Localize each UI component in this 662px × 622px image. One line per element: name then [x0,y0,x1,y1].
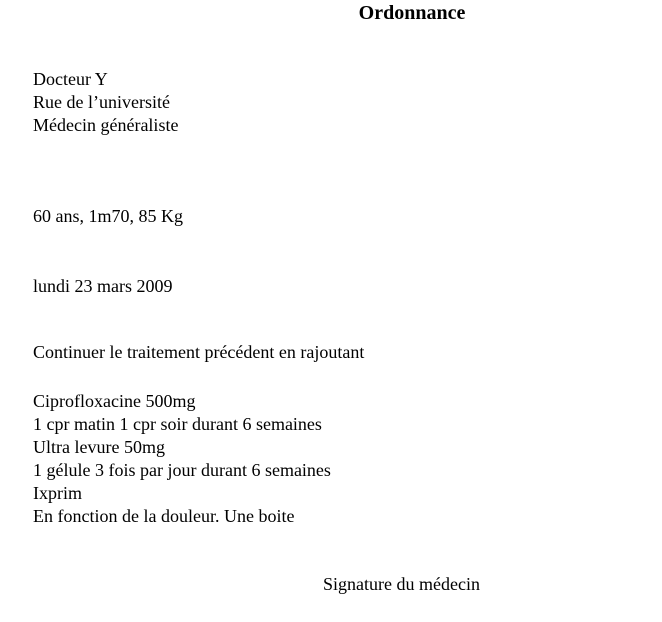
medication-dosage: 1 gélule 3 fois par jour durant 6 semaines [33,460,331,480]
medication-name: Ultra levure 50mg [33,437,165,457]
doctor-info-block [33,68,178,137]
patient-info: 60 ans, 1m70, 85 Kg [33,206,183,226]
prescription-list [33,390,331,528]
signature-label: Signature du médecin [323,574,480,594]
medication-name: Ciprofloxacine 500mg [33,391,196,411]
medication-dosage: 1 cpr matin 1 cpr soir durant 6 semaines [33,414,322,434]
prescription-item [33,482,331,528]
prescription-date: lundi 23 mars 2009 [33,276,173,296]
document-title: Ordonnance [358,2,466,24]
treatment-instruction: Continuer le traitement précédent en rajoutant [33,342,365,362]
prescription-item [33,436,331,482]
doctor-specialty: Médecin généraliste [33,115,179,135]
medication-dosage: En fonction de la douleur. Une boite [33,506,295,526]
doctor-name: Docteur Y [33,69,108,89]
doctor-address: Rue de l’université [33,92,170,112]
prescription-item [33,390,331,436]
medication-name: Ixprim [33,483,82,503]
